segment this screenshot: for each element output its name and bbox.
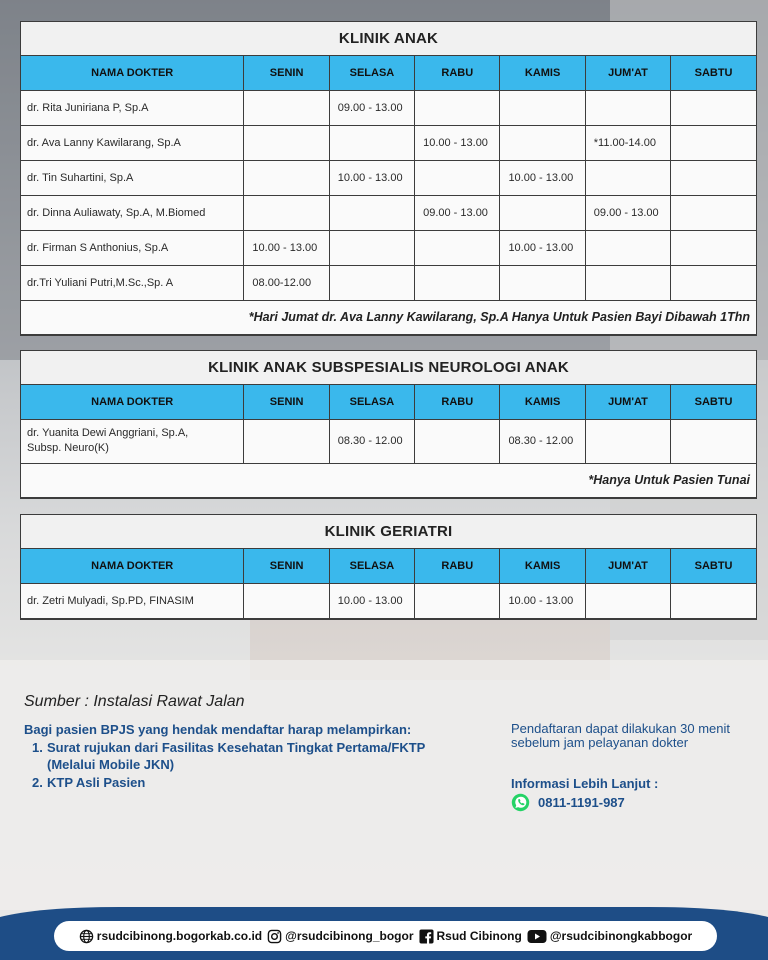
doctor-name: dr. Firman S Anthonius, Sp.A bbox=[21, 230, 244, 265]
website-link[interactable] bbox=[79, 929, 262, 944]
panel-title: KLINIK ANAK SUBSPESIALIS NEUROLOGI ANAK bbox=[21, 351, 756, 385]
klinik-neuro-panel bbox=[20, 350, 757, 499]
info-title: Informasi Lebih Lanjut : bbox=[511, 776, 659, 791]
schedule-cell bbox=[415, 230, 500, 265]
schedule-cell bbox=[671, 419, 756, 463]
instagram-icon bbox=[267, 929, 282, 944]
table-note-row bbox=[21, 300, 756, 334]
column-header: RABU bbox=[415, 56, 500, 90]
schedule-table bbox=[21, 385, 756, 498]
klinik-geriatri-panel bbox=[20, 514, 757, 620]
schedule-cell: 10.00 - 13.00 bbox=[500, 583, 585, 618]
list-text: Surat rujukan dari Fasilitas Kesehatan Tingkat Pertama/FKTP (Melalui Mobile JKN) bbox=[47, 740, 426, 772]
table-row bbox=[21, 90, 756, 125]
list-text: KTP Asli Pasien bbox=[47, 775, 146, 790]
schedule-cell: 09.00 - 13.00 bbox=[329, 90, 414, 125]
column-header: SELASA bbox=[329, 549, 414, 583]
website-text: rsudcibinong.bogorkab.co.id bbox=[96, 929, 263, 943]
schedule-cell bbox=[244, 90, 329, 125]
schedule-cell bbox=[415, 160, 500, 195]
column-header: SABTU bbox=[671, 549, 756, 583]
schedule-cell bbox=[671, 125, 756, 160]
registration-note: Pendaftaran dapat dilakukan 30 menit sebelum jam pelayanan dokter bbox=[511, 721, 730, 750]
schedule-cell bbox=[585, 90, 670, 125]
schedule-cell: 09.00 - 13.00 bbox=[415, 195, 500, 230]
table-note-row bbox=[21, 463, 756, 497]
schedule-cell bbox=[244, 419, 329, 463]
doctor-name: dr. Ava Lanny Kawilarang, Sp.A bbox=[21, 125, 244, 160]
column-header: SELASA bbox=[329, 385, 414, 419]
facebook-text: Rsud Cibinong bbox=[436, 929, 522, 943]
schedule-cell bbox=[329, 125, 414, 160]
table-note: *Hanya Untuk Pasien Tunai bbox=[21, 463, 756, 497]
klinik-anak-panel bbox=[20, 21, 757, 336]
schedule-cell bbox=[500, 195, 585, 230]
column-header: NAMA DOKTER bbox=[21, 56, 244, 90]
facebook-link[interactable] bbox=[419, 929, 522, 944]
source-text: Sumber : Instalasi Rawat Jalan bbox=[24, 693, 245, 710]
table-row bbox=[21, 195, 756, 230]
instagram-link[interactable] bbox=[267, 929, 413, 944]
column-header: RABU bbox=[415, 549, 500, 583]
schedule-cell bbox=[671, 583, 756, 618]
column-header: KAMIS bbox=[500, 385, 585, 419]
phone-contact[interactable] bbox=[511, 793, 625, 812]
schedule-cell: 08.30 - 12.00 bbox=[500, 419, 585, 463]
schedule-cell bbox=[671, 265, 756, 300]
panel-title: KLINIK ANAK bbox=[21, 22, 756, 56]
facebook-icon bbox=[419, 929, 434, 944]
schedule-cell bbox=[415, 419, 500, 463]
column-header: KAMIS bbox=[500, 56, 585, 90]
schedule-cell: 08.00-12.00 bbox=[244, 265, 329, 300]
schedule-cell bbox=[585, 583, 670, 618]
column-header: SABTU bbox=[671, 56, 756, 90]
schedule-table bbox=[21, 56, 756, 335]
column-header: SENIN bbox=[244, 549, 329, 583]
table-row bbox=[21, 230, 756, 265]
schedule-cell: 09.00 - 13.00 bbox=[585, 195, 670, 230]
schedule-cell bbox=[671, 160, 756, 195]
doctor-name: dr. Dinna Auliawaty, Sp.A, M.Biomed bbox=[21, 195, 244, 230]
phone-number: 0811-1191-987 bbox=[538, 795, 625, 810]
table-note: *Hari Jumat dr. Ava Lanny Kawilarang, Sp.A Hanya Untuk Pasien Bayi Dibawah 1Thn bbox=[21, 300, 756, 334]
table-row bbox=[21, 125, 756, 160]
doctor-name: dr. Tin Suhartini, Sp.A bbox=[21, 160, 244, 195]
doctor-name: dr.Tri Yuliani Putri,M.Sc.,Sp. A bbox=[21, 265, 244, 300]
bpjs-requirements-list bbox=[32, 739, 467, 792]
doctor-name bbox=[21, 419, 244, 463]
schedule-cell bbox=[500, 265, 585, 300]
panel-title: KLINIK GERIATRI bbox=[21, 515, 756, 549]
table-row bbox=[21, 583, 756, 618]
table-row bbox=[21, 160, 756, 195]
schedule-cell bbox=[244, 160, 329, 195]
doctor-name-line: Subsp. Neuro(K) bbox=[27, 442, 109, 454]
schedule-cell: 08.30 - 12.00 bbox=[329, 419, 414, 463]
table-row bbox=[21, 419, 756, 463]
list-number: 1. bbox=[32, 740, 43, 755]
table-header-row bbox=[21, 549, 756, 583]
column-header: JUM'AT bbox=[585, 549, 670, 583]
schedule-cell bbox=[329, 195, 414, 230]
schedule-cell bbox=[585, 160, 670, 195]
bpjs-intro: Bagi pasien BPJS yang hendak mendaftar harap melampirkan: bbox=[24, 722, 412, 737]
column-header: JUM'AT bbox=[585, 385, 670, 419]
schedule-cell bbox=[671, 90, 756, 125]
schedule-cell: 10.00 - 13.00 bbox=[329, 583, 414, 618]
schedule-cell bbox=[415, 90, 500, 125]
instagram-text: @rsudcibinong_bogor bbox=[285, 929, 414, 943]
youtube-icon bbox=[527, 929, 547, 944]
column-header: SENIN bbox=[244, 56, 329, 90]
schedule-cell: 10.00 - 13.00 bbox=[244, 230, 329, 265]
table-header-row bbox=[21, 385, 756, 419]
schedule-cell: 10.00 - 13.00 bbox=[329, 160, 414, 195]
column-header: SABTU bbox=[671, 385, 756, 419]
schedule-cell: *11.00-14.00 bbox=[585, 125, 670, 160]
schedule-cell bbox=[415, 265, 500, 300]
doctor-name: dr. Zetri Mulyadi, Sp.PD, FINASIM bbox=[21, 583, 244, 618]
schedule-cell bbox=[329, 265, 414, 300]
column-header: KAMIS bbox=[500, 549, 585, 583]
schedule-cell: 10.00 - 13.00 bbox=[500, 230, 585, 265]
schedule-cell bbox=[244, 195, 329, 230]
schedule-cell bbox=[671, 230, 756, 265]
list-item bbox=[32, 739, 467, 773]
column-header: RABU bbox=[415, 385, 500, 419]
schedule-cell: 10.00 - 13.00 bbox=[500, 160, 585, 195]
schedule-cell: 10.00 - 13.00 bbox=[415, 125, 500, 160]
schedule-cell bbox=[415, 583, 500, 618]
whatsapp-icon bbox=[511, 793, 530, 812]
table-row bbox=[21, 265, 756, 300]
globe-icon bbox=[79, 929, 94, 944]
youtube-text: @rsudcibinongkabbogor bbox=[549, 929, 693, 943]
column-header: SENIN bbox=[244, 385, 329, 419]
column-header: NAMA DOKTER bbox=[21, 385, 244, 419]
table-header-row bbox=[21, 56, 756, 90]
schedule-cell bbox=[500, 90, 585, 125]
schedule-cell bbox=[585, 230, 670, 265]
doctor-name: dr. Rita Juniriana P, Sp.A bbox=[21, 90, 244, 125]
schedule-cell bbox=[500, 125, 585, 160]
schedule-cell bbox=[671, 195, 756, 230]
schedule-cell bbox=[244, 583, 329, 618]
column-header: SELASA bbox=[329, 56, 414, 90]
footer-social-bar bbox=[54, 921, 717, 951]
list-number: 2. bbox=[32, 775, 43, 790]
list-item bbox=[32, 774, 467, 791]
schedule-cell bbox=[585, 419, 670, 463]
schedule-cell bbox=[244, 125, 329, 160]
column-header: JUM'AT bbox=[585, 56, 670, 90]
youtube-link[interactable] bbox=[527, 929, 692, 944]
schedule-table bbox=[21, 549, 756, 619]
schedule-cell bbox=[585, 265, 670, 300]
schedule-cell bbox=[329, 230, 414, 265]
column-header: NAMA DOKTER bbox=[21, 549, 244, 583]
doctor-name-line: dr. Yuanita Dewi Anggriani, Sp.A, bbox=[27, 427, 189, 439]
